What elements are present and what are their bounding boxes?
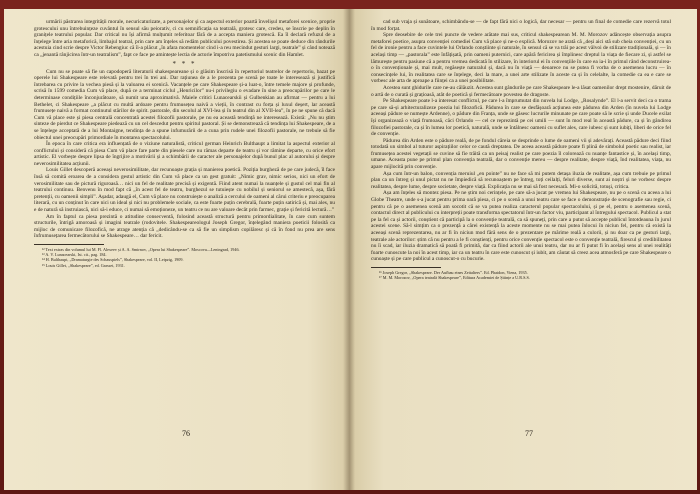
paragraph: Așa cum într-un balon, convenția meruiul „en pointe” nu ne face să mi putem detașa iluzia de realitate, așa cum trebuie pe primul plan ca un întreg și unul pictat nu ne împiedică să recunoaștem pe întreg, toți ceilalți, feluri diverse, sunt ai noștri și ne vorbesc despre realitatea, despre lume, despre societate, despre viață. Explicația nu se mai să fost necesară. Mi-o solicită, totuși, critica. <box>371 170 671 190</box>
section-separator: * * * <box>172 59 197 68</box>
right-page-text <box>371 19 671 280</box>
footnote-rule <box>371 267 441 268</box>
paragraph: Cum nu se poate să fie un capodoperă literaturii shakespeareane și o glăsim înscrisă în repertoriul teatrelor de repertoriu, bazat pe operele lui Shakespeare este relevată pentru trei în trei ani. Dar rațiunea de a le prezenta pe scenă pe toate le interesează și justifică întrebarea cu privire la vechea piesă și la valoarea ei scenică. Vacanțele pe care Shakespeare și-a luat-o, între temele majore și profunde, scrisă în 1599 comedia Cum vă place, după ce a terminat ciclul „Henricilor” nu-i privilegiu o evadare în sine a preocupărilor pe care le determinase condițiile înconjurătoare, să numit una aproximativă. Maiele critici Lunacearskii și Gulbenkian au afirmat — pentru a lui Bethelet, ci Shakespeare „a plăcut cu multă ardoare pentru frumusețea naivă a vieții, în contrast cu forța și luxul deșert, lar această frumusețe naivă a format continutul stărilor de spirit. pastorale, din secolul al XVI-lea și în teatrul din al XVII-lea”, în pe ne spune că dacă Cum vă place este și piesa centrală concentrată acestei filozofii pastorale, pe nu ea această tendință ne interesează. Există: „Nu nu știm sinteze de pierdut ce Shakespeare piedează cu un cel descedut pentru spiritul pastoral. Și se demonstrează că tendința lui Shakespeare, de a se înțelege acceptată de a lui Montaigne, tendința de a spune infumurării de a cuna prin rudele unei filozofii pastorale, ne trebuie să fie obiectul unei preocupări primordiale în montarea spectacolului. <box>34 68 335 141</box>
footnote: ¹⁴ H. Bulthaupt, „Dramaturgie des Schauspiels”, Shakespeare, vol. II, Leipzig, 1909. <box>42 257 184 263</box>
paragraph: Am în faptul ca piesa prezintă o atitudine consecventă, folosind această structură pentru primordialitate, în care cum suntem structurile, întrigă amoroasă și imagini teatrale (rodovitele. Shakespeareologul Joseph Gregor, înțelegând maniera poeticii folosită ca mijloc de comunicare filozofică, ne atrage atenția că „dedicându-se ca să fie un simplism copilăresc și că în fond nu prea are sens înfrumusețarea fermecătorului se Shakespeare… dar fericit. <box>34 213 335 240</box>
footnote-rule <box>34 244 104 245</box>
paragraph: În epoca în care critica era influențată de o viziune naturalistă, criticul german Heinrich Bulthaupt a limitat la aspectul exterior al conflictului și consideră că piesa Cum vă place fare parte din piesele care nu rămas departe de teatru și vor rămine departe, cu orice efort artistic. El vorbește despre lipsa de îngrijire a motivării și a schimbării de caracter ale personajelor după bunul plac al autorului și despre neverosimilitatea acțiunii. <box>34 141 335 167</box>
footnote: ¹⁵ Louis Gillet, „Shakespeare”, ed. Grasset, 1931. <box>42 262 125 268</box>
footnote: ¹³ A. V. Lunacearski, Ist. cit., pag. 184. <box>42 252 107 258</box>
left-page <box>4 9 349 490</box>
paragraph: Acestea sunt ghidurile care ne-au călăuzit. Acestea sunt gândurile pe care Shakespeare le-a lăsat oamenilor drept mostenire, dăruit de o artă de o curată și grațioasă, atât de poetică și fermecătoare povestea de dragoste. <box>371 84 671 98</box>
page-number: 77 <box>525 429 533 438</box>
right-page <box>349 9 697 490</box>
page-number: 76 <box>182 429 190 438</box>
paragraph: Așa am înțeles să montez piesa. Pe ne știm noi cerințele, pe care să-a jucat pe vremea lui Shakespeare, nu pe o scenă cu aceea a lui Globe Theatre, unde s-a jucat pentru prima oară piesa, ci pe o scenă a unui teatru care se face o demonstrație de scenografie sau regie, ci pentru că pe o asemenea scenă am socotit că se va putea realiza caracterul popular spectacolului, și pe el, pentru o asemenea scenă, contactul direct al publicului cu interpreții poate transforma spectatorul într-un factor viu, participant al întregului spectacol. Publicul a stat pe la fel ca și actorii, conștient că participă la o convenție teatrală, ca să spuneți, prin care a putut să accepte publicul întotdeauna în jurul acestei scene. Să-l simțim ca o prezență a cărei existență la aceste momente nu se mai putea înlocui în niciun fel, pentru că există la aceeași scenă reprezentarea, nu ar fi în niciun mod fără sens de o prezentare pe mărime reală a culorii, și nu doar ca pe gesturi largi, teatrale ale actorilor: știm că nu pentru a le fi conștienți, pentru orice convenție spectacol este o convenție teatrală, firescul și credibilitatea nu îi scad, iar iluzia dramatică să poată fi primită, dar ca fiind actorii ale unui teatru, dar nu ar fi putut fi în același sens al unei realități foarte cunoscute la noi în acest timp, iar ca un teatru în care este cunoscut și iubit, am căutat să creez acea atmosferă pe care Shakespeare o cunoaște și pe care publicul a cunoscut-o cu bucurie. <box>371 190 671 263</box>
footnote: ¹⁷ M. M. Morozov, „Opera teatrală Shakespeare”, Editura Academiei de Științe a U.R.S.S. <box>379 275 530 281</box>
footnote: ¹² Text extras din volumul lui M. Fl. Alexeev și A. A. Smirnov, „Opera lui Shakespeare”. Moscova—Leningrad, 1946. <box>42 247 240 252</box>
footnote: ¹⁶ Joseph Gregor, „Shakespeare. Der Aufbau eines Zeitalters”. Ed. Phaidon, Viena, 1935. <box>379 269 528 275</box>
left-page-text <box>34 19 335 268</box>
paragraph: cad sub vraja și sunătoare, schimbându-se — de fapt fără nici o logică, dar necesar — pentru un final de comedie care rezervă totul în mod forțat. <box>371 19 671 32</box>
book-gutter <box>343 9 355 490</box>
paragraph: urmării păstrarea integrității morale, necuricaturizate, a personajelor și ca aspectul exterior poartă învelișul metaforei scenice, proprie grotescului unu întrebuințeze cuvântul în sensul său peiorativ, ci cu semnificația sa teatrală, grotesc care, credeu, se înscrie pe deplin în granițele teatrului popular. Dar critical nu își afirmă mulțumit referitoar fără de a accepta maniera grotescă. Ea îl declară refuzul de a înțelege între aria metaforică, limbajul teatral, prin care am înțeles să redăm publicului povestirea. Și acestea se poate deduce din rândurile acestuia cind scrie despre Victor Rebengiuc că îi-a plăcut „în afara momentelor cind i-a reu mecindut gesturi largi, teatrale” și când notează ca „jenantă rânjicirea într-un teatralism”, fapt ce face pe amintește lectia de actorie împotriva patetismului scenic din Hamlet. <box>34 19 335 58</box>
paragraph: Pe Shakespeare poate l-a interesat conflictul, pe care l-a împrumutat din nuvela lui Lodge, „Rosalynde”. El l-a servit deci ca o trama pe care să-și arhitecturalizeze poezia lui filozofică. Pădurea în care se desfășoară acțiunea este pădurea din Arden (în nuvela lui Lodge aceeași pădure se numește Ardenne), o pădure din Franța, unde se găsesc lucrurile minunate pe care poate să le scrie și unde Ducele exilat își organizează o viață frumoasă, căci Orlando — cel ce reprezintă pe cei umili — sunt în mod real în această pădure, ca și în gândirea filozofiei pastorale, ca și în lumea lor poetică, naturală, unde se întâlnesc oameni cu suflet ales, care iubesc și sunt iubiți, liberi de orice fel de convenție. <box>371 98 671 138</box>
paragraph: Pădurea din Arden este o pădure reală, de pe fondul căreia se desprinde o lume de oameni vii și adevărați. Această pădure deci fiind totodată un simbol al tuturor aspirațiilor celor ce caută dreptatea. De aceea această pădure poate fi plină de simbolul poetic sau realist, iar frumusețea acestei vegetații se cuvine să fie trăită ca un peisaj realist pe care poezia îl colorează cu nuanțe fantastice și, în același timp, umane. Aceasta pune pe primul plan convenția teatrală, dar o convenție mereu — despre realitate, despre viață, înd realitatea, viața, nu apare mijlocită prin convenție. <box>371 137 671 171</box>
paragraph: Spre deosebire de cele trei puncte de vedere arătate mai sus, criticul shakespearean M. M. Morozov adâncește observația asupra metaforei poetice, asupra convenției comediei Cum vă place și ne-o explică. Morozov ne arată că „deși aici stă sub cheia convenției, cu un fel de ironie pentru a face cuvintele lui Orlando conștiinte și naturale, în sensul că se va trăi pe acest vâlvoi de stilizare tradițională, și — în același timp — „pastorala” este înfățișată, prin oameni puternici, care apără fericirea și împlinesc dreptul la viața de fiecare zi, și astfel se lămurește pentru pasiune că a pentru vremea dedicată în stilizare, în interiorul ei în convențiile în care ea ia-i în primul rând deconstruirea-o în convenționale și, mai mult, regăsește naturalul și, dacă nu în viață — deoarece nu se putea fi vorba de o asemenea lucru — în consecințele lui, în realitatea care se înțelege, deci la mare, a unei arte stilizate în aceste ca și în celelalte, la comedie ca ea e care se vorbesc ale arta de aproape a ființei ca a unei posibilitate. <box>371 32 671 85</box>
paragraph: Louis Gillet descoperă aceeași neverosimilitate, dar recunoaște grația și manierea poetică. Poziția burgheză de pe care judecă, îl face însă să comită eroarea de a considera gestul artistic din Cum vă place ca un gest gratuit: „Nimic grav, nimic serios, nici un efort de verosimilitate sau de pictură riguroasă… nici un fel de realitate precisă și exigentă. Fiind atent numai la nuanțele și gustul cel mai fin al teatrului continuu. Benvenu în mod fapt că „în acest fel de teatru, burghezul se tutuiește cu nobilul și seniorul se amestecă, așa, fără pretenții, cu oamenii simpli”. Așadar, adaugă el, Cum vă place nu construiește o analiză a cercului de oameni al cărui criteriu e preocuparea literară, cu un conținut în care nici un ideal și nici nu problemele sociale, ca este foarte puțin cerebrală, foarte puțin satirică și, mai ales, nu e de natură să instruiască, nici să-i educe, ci numai să emoționeze, un teatru ce nu are valoare decât prin farmec, grație și fericită lectură…” <box>34 167 335 214</box>
